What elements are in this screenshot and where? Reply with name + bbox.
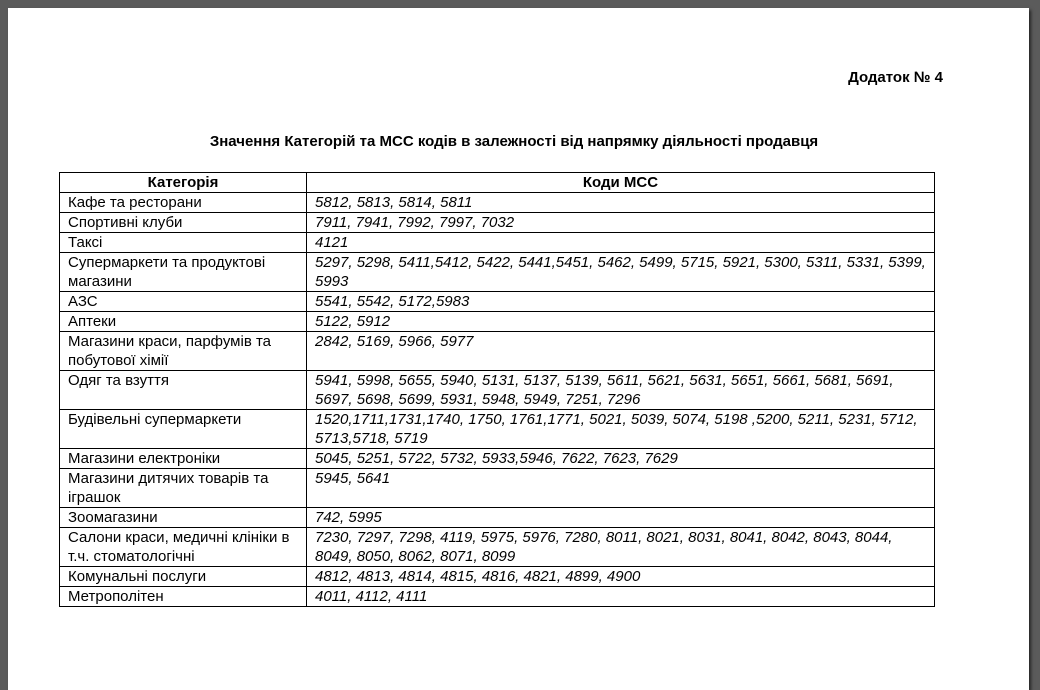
document-title: Значення Категорій та МСС кодів в залежності від напрямку діяльності продавця — [209, 133, 819, 150]
document-page — [8, 8, 1029, 690]
table-row — [60, 449, 935, 469]
category-cell: Аптеки — [60, 312, 307, 332]
codes-cell: 2842, 5169, 5966, 5977 — [307, 332, 935, 371]
table-row — [60, 528, 935, 567]
table-row — [60, 193, 935, 213]
category-cell: Салони краси, медичні клініки в т.ч. стоматологічні — [60, 528, 307, 567]
category-cell: Комунальні послуги — [60, 567, 307, 587]
category-cell: Будівельні супермаркети — [60, 410, 307, 449]
codes-cell: 5945, 5641 — [307, 469, 935, 508]
category-cell: Магазини краси, парфумів та побутової хімії — [60, 332, 307, 371]
codes-cell: 5541, 5542, 5172,5983 — [307, 292, 935, 312]
table-row — [60, 410, 935, 449]
codes-cell: 7911, 7941, 7992, 7997, 7032 — [307, 213, 935, 233]
category-cell: Кафе та ресторани — [60, 193, 307, 213]
category-cell: Спортивні клуби — [60, 213, 307, 233]
column-header-codes: Коди МСС — [307, 173, 935, 193]
codes-cell: 742, 5995 — [307, 508, 935, 528]
table-row — [60, 312, 935, 332]
codes-cell: 4011, 4112, 4111 — [307, 587, 935, 607]
table-row — [60, 253, 935, 292]
table-row — [60, 587, 935, 607]
codes-cell: 5045, 5251, 5722, 5732, 5933,5946, 7622, 7623, 7629 — [307, 449, 935, 469]
category-cell: АЗС — [60, 292, 307, 312]
category-cell: Магазини дитячих товарів та іграшок — [60, 469, 307, 508]
table-row — [60, 292, 935, 312]
category-cell: Метрополітен — [60, 587, 307, 607]
table-row — [60, 508, 935, 528]
codes-cell: 4812, 4813, 4814, 4815, 4816, 4821, 4899, 4900 — [307, 567, 935, 587]
table-row — [60, 371, 935, 410]
category-cell: Супермаркети та продуктові магазини — [60, 253, 307, 292]
table-header-row — [60, 173, 935, 193]
mcc-table — [59, 172, 935, 607]
codes-cell: 5812, 5813, 5814, 5811 — [307, 193, 935, 213]
codes-cell: 5941, 5998, 5655, 5940, 5131, 5137, 5139, 5611, 5621, 5631, 5651, 5661, 5681, 5691, 5697, 5698, 5699, 5931, 5948, 5949, 7251, 7296 — [307, 371, 935, 410]
codes-cell: 1520,1711,1731,1740, 1750, 1761,1771, 5021, 5039, 5074, 5198 ,5200, 5211, 5231, 5712, 5713,5718, 5719 — [307, 410, 935, 449]
column-header-category: Категорія — [60, 173, 307, 193]
category-cell: Одяг та взуття — [60, 371, 307, 410]
codes-cell: 5122, 5912 — [307, 312, 935, 332]
table-row — [60, 469, 935, 508]
codes-cell: 7230, 7297, 7298, 4119, 5975, 5976, 7280, 8011, 8021, 8031, 8041, 8042, 8043, 8044, 8049, 8050, 8062, 8071, 8099 — [307, 528, 935, 567]
category-cell: Магазини електроніки — [60, 449, 307, 469]
category-cell: Таксі — [60, 233, 307, 253]
codes-cell: 4121 — [307, 233, 935, 253]
category-cell: Зоомагазини — [60, 508, 307, 528]
table-row — [60, 332, 935, 371]
table-row — [60, 567, 935, 587]
appendix-label: Додаток № 4 — [848, 69, 943, 86]
codes-cell: 5297, 5298, 5411,5412, 5422, 5441,5451, 5462, 5499, 5715, 5921, 5300, 5311, 5331, 5399, 5993 — [307, 253, 935, 292]
table-row — [60, 213, 935, 233]
table-row — [60, 233, 935, 253]
